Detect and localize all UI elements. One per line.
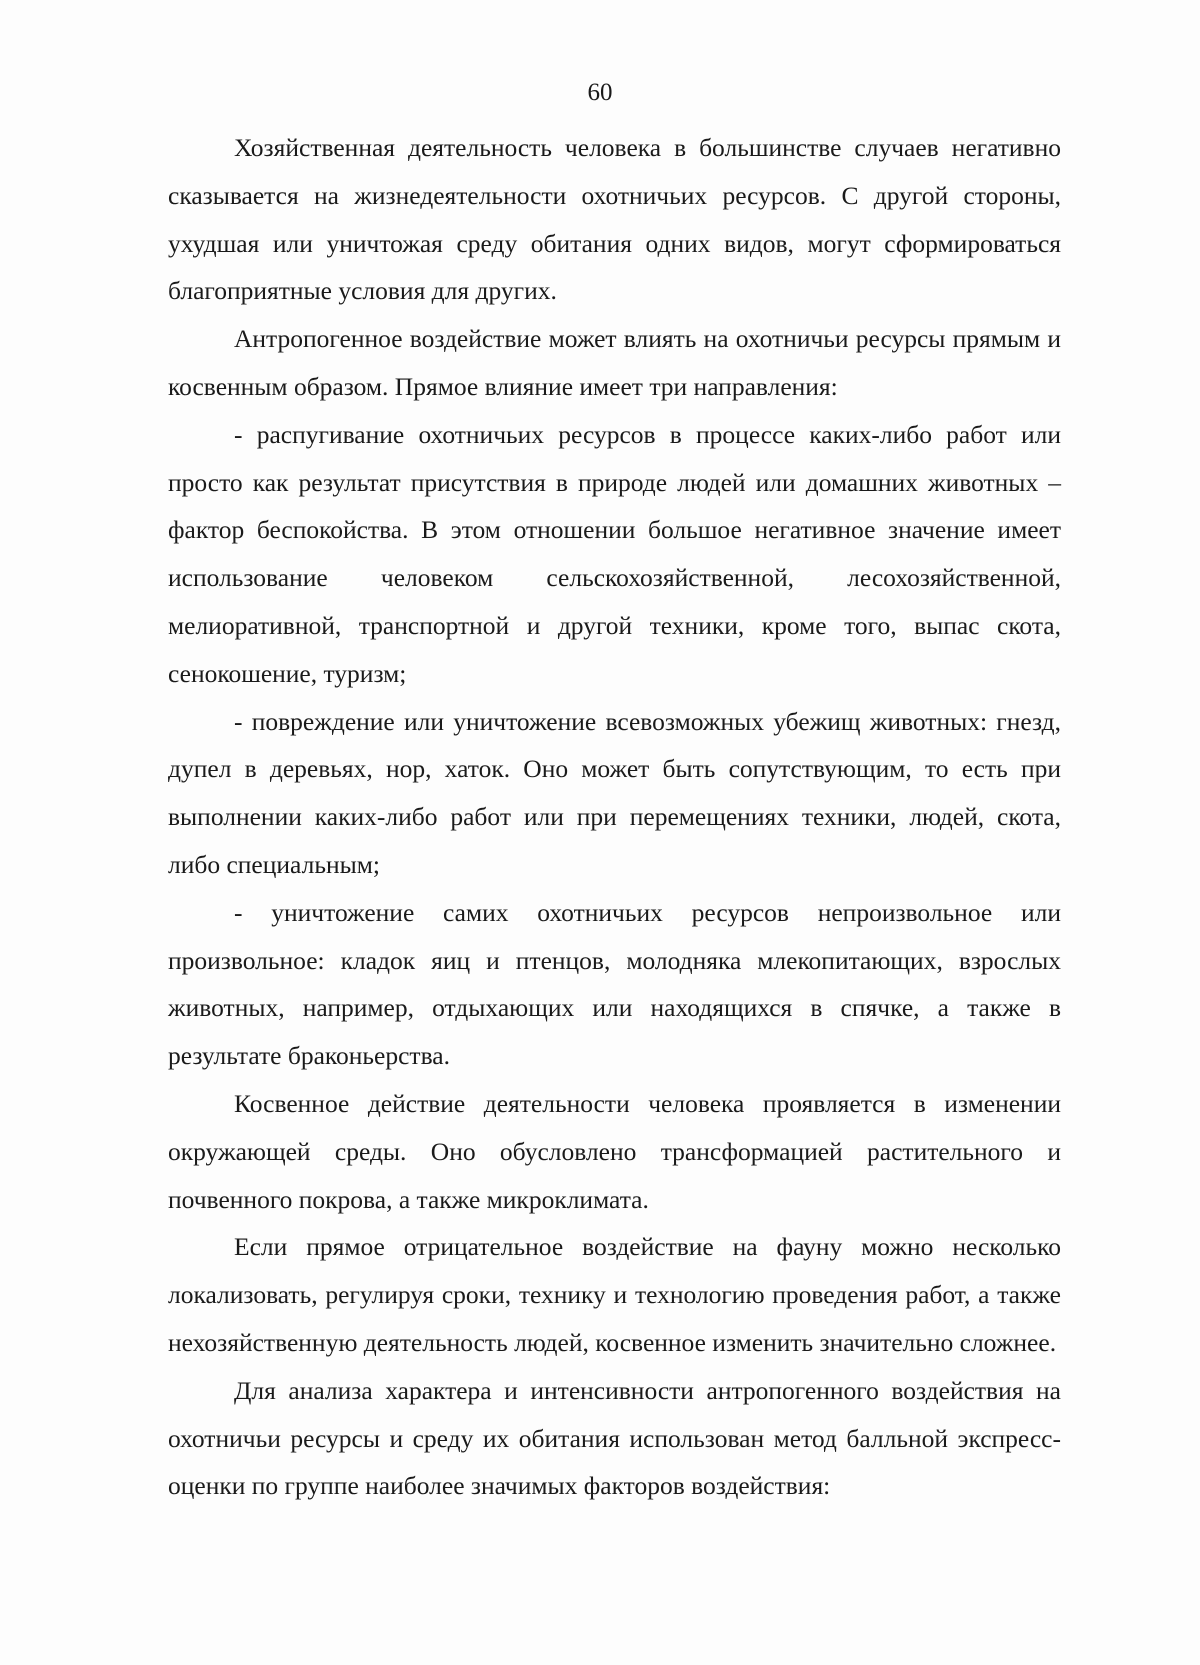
paragraph-localization: Если прямое отрицательное воздействие на фауну можно несколько локализовать, регулируя сроки, технику и технологию проведения работ, а также нехозяйственную деятельность людей, косвенное изменить значительно сложнее. (168, 1232, 1061, 1357)
list-item-shelter-damage: - повреждение или уничтожение всевозможных убежищ животных: гнезд, дупел в деревьях, нор, хаток. Оно может быть сопутствующим, то есть при выполнении каких-либо работ или при перемещениях техники, людей, скота, либо специальным; (168, 706, 1061, 879)
paragraph-indirect-impact: Косвенное действие деятельности человека проявляется в изменении окружающей среды. Оно обусловлено трансформацией растительного и почвенного покрова, а также микроклимата. (168, 1088, 1061, 1214)
paragraph-analysis-method: Для анализа характера и интенсивности антропогенного воздействия на охотничьи ресурсы и среду их обитания использован метод балльной экспресс-оценки по группе наиболее значимых факторов воздействия: (168, 1375, 1061, 1501)
paragraph-intro: Хозяйственная деятельность человека в большинстве случаев негативно сказывается на жизнедеятельности охотничьих ресурсов. С другой стороны, ухудшая или уничтожая среду обитания одних видов, могут сформироваться благоприятные условия для других. (168, 133, 1061, 306)
list-item-disturbance: - распугивание охотничьих ресурсов в процессе каких-либо работ или просто как результат присутствия в природе людей или домашних животных – фактор беспокойства. В этом отношении большое негативное значение имеет использование человеком сельскохозяйственной, лесохозяйственной, мелиоративной, транспортной и другой техники, кроме того, выпас скота, сенокошение, туризм; (168, 419, 1061, 688)
page-number: 60 (587, 79, 613, 106)
paragraph-impact-types: Антропогенное воздействие может влиять на охотничьи ресурсы прямым и косвенным образом. Прямое влияние имеет три направления: (168, 324, 1061, 401)
list-item-destruction: - уничтожение самих охотничьих ресурсов непроизвольное или произвольное: кладок яиц и птенцов, молодняка млекопитающих, взрослых животных, например, отдыхающих или находящихся в спячке, а также в результате браконьерства. (168, 897, 1061, 1071)
body-text (168, 124, 1061, 1510)
